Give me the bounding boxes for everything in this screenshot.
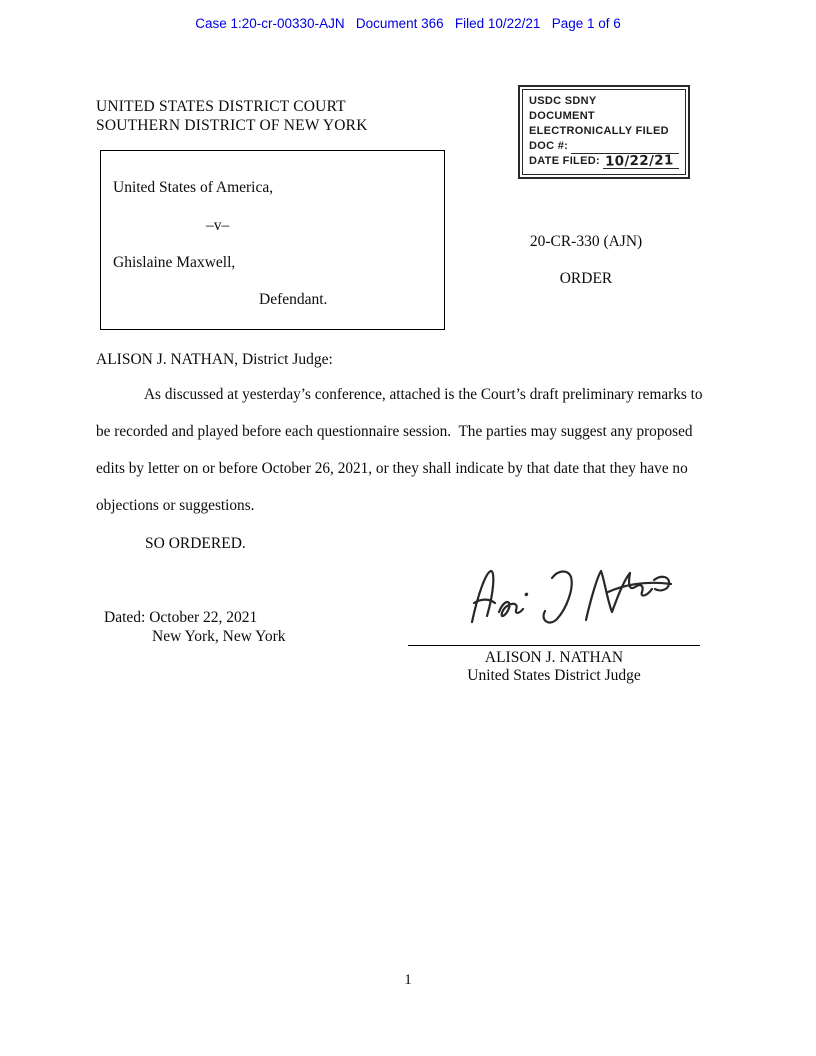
case-info-column <box>470 233 702 288</box>
court-name <box>96 98 368 135</box>
stamp-doc-number-label: DOC #: <box>529 140 569 152</box>
caption-defendant-name: Ghislaine Maxwell, <box>113 254 236 271</box>
stamp-date-filed-value: 10/22/21 <box>604 152 674 170</box>
case-caption-box <box>100 150 445 330</box>
dated-label: Dated: <box>104 609 146 626</box>
dated-place: New York, New York <box>152 627 286 645</box>
caption-defendant-label: Defendant. <box>259 291 328 308</box>
page-number: 1 <box>404 972 412 988</box>
so-ordered-line: SO ORDERED. <box>145 535 246 552</box>
court-name-line1: UNITED STATES DISTRICT COURT <box>96 98 346 115</box>
caption-plaintiff: United States of America, <box>113 179 274 196</box>
judge-title: United States District Judge <box>467 667 641 684</box>
case-number: 20-CR-330 (AJN) <box>529 233 643 250</box>
judge-printed-name: ALISON J. NATHAN <box>484 649 624 666</box>
dated-date: October 22, 2021 <box>149 609 258 626</box>
stamp-usdc-sdny: USDC SDNY <box>529 95 597 107</box>
stamp-date-filed-line <box>603 152 679 170</box>
court-name-line2: SOUTHERN DISTRICT OF NEW YORK <box>96 116 368 134</box>
judge-signature-image <box>466 556 676 641</box>
order-body-paragraph: As discussed at yesterday’s conference, attached is the Court’s draft preliminary remarks to be recorded and played before each questionnaire session. The parties may suggest any proposed edits by letter on or before October 26, 2021, or they shall indicate by that date that they have no objections or suggestions. <box>96 386 707 514</box>
dated-block <box>104 609 286 646</box>
stamp-document: DOCUMENT <box>529 110 595 122</box>
electronically-filed-stamp <box>518 85 690 179</box>
signature-block <box>408 560 700 685</box>
stamp-electronically-filed: ELECTRONICALLY FILED <box>529 125 669 137</box>
caption-versus: –v– <box>206 217 230 234</box>
judge-salutation: ALISON J. NATHAN, District Judge: <box>96 351 333 368</box>
stamp-date-filed-label: DATE FILED: <box>529 155 600 167</box>
document-type-title: ORDER <box>559 270 613 287</box>
ecf-case-header: Case 1:20-cr-00330-AJN Document 366 Filed 10/22/21 Page 1 of 6 <box>195 16 621 31</box>
stamp-inner-border <box>522 89 686 175</box>
signature-rule-line <box>408 645 700 646</box>
